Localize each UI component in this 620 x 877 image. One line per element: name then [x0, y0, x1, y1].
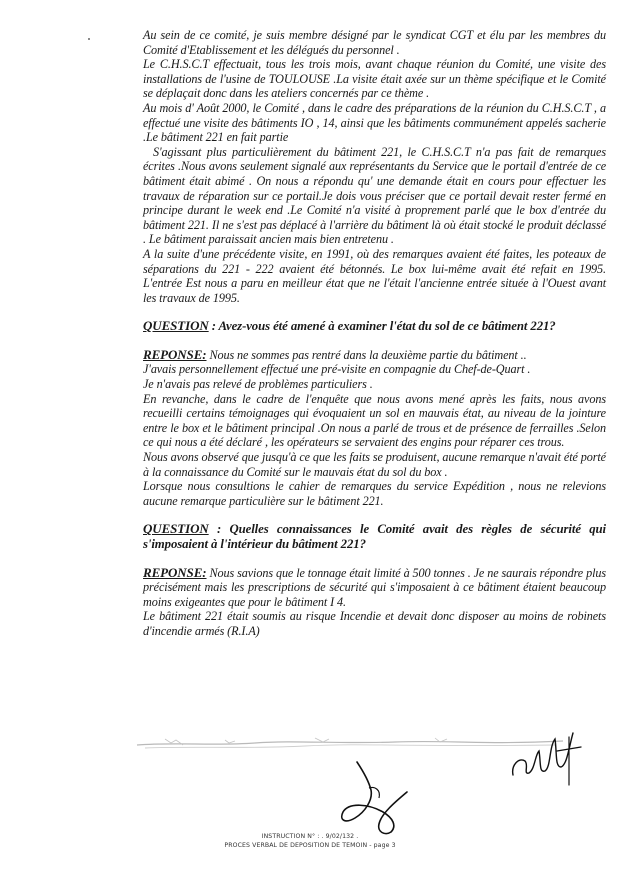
signature-left [335, 752, 420, 837]
paragraph-committee-membership: Au sein de ce comité, je suis membre désigné par le syndicat CGT et élu par les membres du Comité d'Etablissement et les délégués du personnel . [143, 28, 606, 57]
answer-2-line-1 [143, 566, 606, 610]
footer-page-label: PROCES VERBAL DE DEPOSITION DE TEMOIN - page 3 [224, 842, 396, 849]
answer-2-line-2: Le bâtiment 221 était soumis au risque Incendie et devait donc disposer au moins de robinets d'incendie armés (R.I.A) [143, 609, 606, 638]
question-2 [143, 522, 606, 551]
answer-label: REPONSE: [143, 346, 207, 362]
paragraph-chsct-visits: Le C.H.S.C.T effectuait, tous les trois mois, avant chaque réunion du Comité, une visite des installations de l'usine de TOULOUSE .La visite était axée sur un thème spécifique et le Comité se déplaçait donc dans les ateliers concernés par ce thème . [143, 57, 606, 101]
answer-text: Nous savions que le tonnage était limité à 500 tonnes . Je ne saurais répondre plus précisément mais les prescriptions de sécurité qui s'imposaient à ce bâtiment étaient beaucoup moins exigeantes que pour le bâtiment I 4. [143, 565, 606, 609]
answer-1-line-3: Je n'avais pas relevé de problèmes particuliers . [143, 377, 373, 392]
answer-1-line-5: Nous avons observé que jusqu'à ce que les faits se produisent, aucune remarque n'avait été porté à la connaissance du Comité sur le mauvais état du sol du box . [143, 450, 606, 479]
paragraph-building-221: S'agissant plus particulièrement du bâtiment 221, le C.H.S.C.T n'a pas fait de remarques écrites .Nous avons seulement signalé aux représentants du Service que le portail d'entrée de ce bâtiment était abimé . On nous a répondu qu' une demande était en cours pour effectuer les travaux de réparation sur ce portail.Je dois vous préciser que ce portail devait rester fermé en principe durant le week end .Le Comité n'a visité à proprement parlé que le box d'entrée du bâtiment 221. Il ne s'est pas déplacé à l'arrière du bâtiment là où était stocké le produit déclassé . Le bâtiment paraissait ancien mais bien entretenu . [143, 144, 606, 247]
question-label: QUESTION [143, 318, 209, 334]
answer-1-line-2: J'avais personnellement effectué une pré-visite en compagnie du Chef-de-Quart . [143, 362, 531, 377]
question-text: : Avez-vous été amené à examiner l'état du sol de ce bâtiment 221? [208, 319, 556, 334]
question-1 [143, 319, 606, 334]
answer-text: Nous ne sommes pas rentré dans la deuxième partie du bâtiment .. [206, 347, 527, 362]
answer-1-line-6: Lorsque nous consultions le cahier de remarques du service Expédition , nous ne relevions aucune remarque particulière sur le bâtiment 221. [143, 479, 606, 508]
answer-label: REPONSE: [143, 564, 207, 580]
faded-scribble-line [135, 733, 565, 753]
paragraph-1991-visit: A la suite d'une précédente visite, en 1991, où des remarques avaient été faites, les poteaux de séparations du 221 - 222 avaient été bétonnés. Le box lui-même avait été refait en 1995. L'entrée Est nous a paru en meilleur état que ne l'était l'ancienne entrée située à l'Ouest avant les travaux de 1995. [143, 246, 606, 305]
testimony-text [143, 28, 606, 639]
margin-dot [88, 38, 90, 40]
signature-right [505, 727, 585, 787]
question-text: : Quelles connaissances le Comité avait des règles de sécurité qui s'imposaient à l'intérieur du bâtiment 221? [143, 522, 606, 551]
footer-instruction-number: INSTRUCTION N° : . 9/02/132 . [261, 833, 359, 840]
answer-1-line-4: En revanche, dans le cadre de l'enquête que nous avons mené après les faits, nous avons recueilli certains témoignages qui évoquaient un sol en mauvais état, au niveau de la jointure entre le box et le bâtiment principal .On nous a parlé de trous et de présence de ferrailles .Selon ce qui nous a été déclaré , les opérateurs se servaient des engins pour réparer ces trous. [143, 391, 606, 450]
question-label: QUESTION [143, 521, 209, 537]
answer-1-line-1 [143, 348, 606, 363]
paragraph-august-2000-visit: Au mois d' Août 2000, le Comité , dans le cadre des préparations de la réunion du C.H.S.C.T , a effectué une visite des bâtiments IO , 14, ainsi que les bâtiments communément appelés sacherie .Le bâtiment 221 en fait partie [143, 100, 606, 145]
